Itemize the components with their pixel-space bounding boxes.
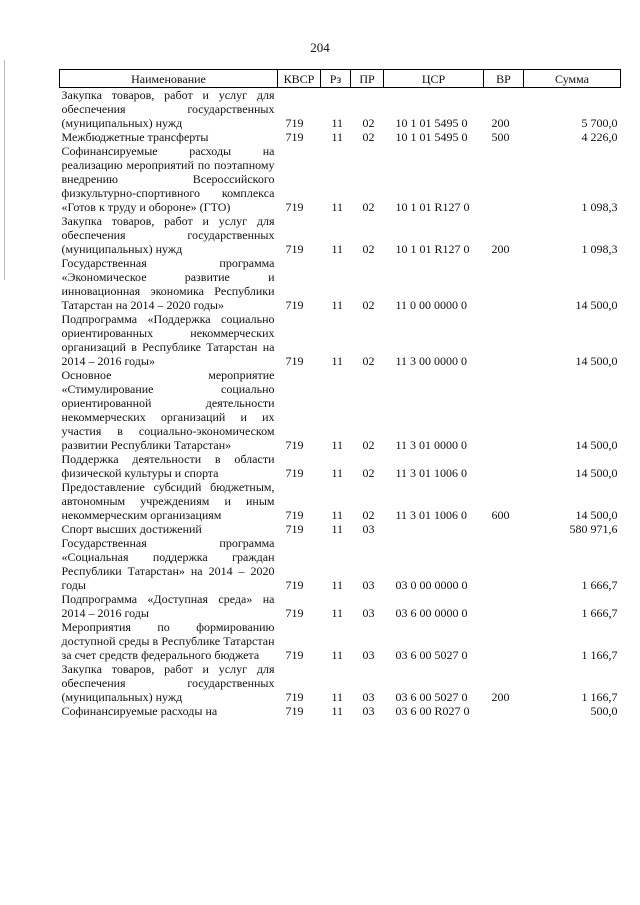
row-sum: 14 500,0 [575,354,618,368]
row-csr: 03 6 00 5027 0 [395,648,468,662]
row-csr: 11 3 00 0000 0 [395,354,468,368]
row-name: Подпрограмма «Доступная среда» на 2014 – 2016 годы [61,592,275,620]
row-rz: 11 [331,522,344,536]
row-vr [484,452,524,480]
row-name: Основное мероприятие «Стимулирование социально ориентированной деятельности некоммерческих организаций и их участия в социально-экономическом развитии Республики Татарстан» [61,368,275,452]
table-row [60,452,621,480]
row-kvsr: 719 [285,578,304,592]
row-vr [484,312,524,368]
row-name: Государственная программа «Экономическое развитие и инновационная экономика Республики Татарстан на 2014 – 2020 годы» [61,256,275,312]
row-rz: 11 [331,466,344,480]
row-vr [484,704,524,718]
header-kvsr: КВСР [278,70,321,88]
row-rz: 11 [331,648,344,662]
row-sum: 5 700,0 [581,116,618,130]
table-row [60,368,621,452]
row-sum: 1 666,7 [581,578,618,592]
row-rz: 11 [331,690,344,704]
row-sum: 14 500,0 [575,298,618,312]
row-name: Спорт высших достижений [61,522,202,536]
table-row [60,536,621,592]
row-vr [484,256,524,312]
row-vr: 200 [491,116,510,130]
row-sum: 1 098,3 [581,200,618,214]
scan-margin-line [4,60,5,280]
table-header-row [60,70,621,88]
row-rz: 11 [331,508,344,522]
row-pr: 03 [362,522,375,536]
row-rz: 11 [331,116,344,130]
table-row [60,88,621,131]
row-name: Закупка товаров, работ и услуг для обеспечения государственных (муниципальных) нужд [61,662,275,704]
row-kvsr: 719 [285,298,304,312]
row-rz: 11 [331,578,344,592]
row-vr [484,368,524,452]
row-vr [484,144,524,214]
row-rz: 11 [331,298,344,312]
row-rz: 11 [331,130,344,144]
row-pr: 03 [362,648,375,662]
row-vr [484,592,524,620]
header-vr: ВР [484,70,524,88]
row-kvsr: 719 [285,130,304,144]
row-sum: 14 500,0 [575,466,618,480]
row-rz: 11 [331,704,344,718]
row-vr [484,620,524,662]
row-vr: 600 [491,508,510,522]
row-csr: 10 1 01 R127 0 [395,242,470,256]
row-pr: 02 [362,242,375,256]
row-sum: 14 500,0 [575,508,618,522]
row-sum: 4 226,0 [581,130,618,144]
row-csr: 10 1 01 5495 0 [395,116,468,130]
table-row [60,214,621,256]
row-csr: 03 0 00 0000 0 [395,578,468,592]
row-name: Поддержка деятельности в области физической культуры и спорта [61,452,275,480]
row-kvsr: 719 [285,116,304,130]
row-kvsr: 719 [285,354,304,368]
row-pr: 02 [362,466,375,480]
row-vr: 200 [491,690,510,704]
row-name: Софинансируемые расходы на [61,704,218,718]
row-rz: 11 [331,606,344,620]
row-pr: 02 [362,298,375,312]
row-sum: 1 098,3 [581,242,618,256]
table-row [60,620,621,662]
row-pr: 02 [362,200,375,214]
row-kvsr: 719 [285,200,304,214]
row-kvsr: 719 [285,690,304,704]
row-name: Закупка товаров, работ и услуг для обеспечения государственных (муниципальных) нужд [61,214,275,256]
row-rz: 11 [331,354,344,368]
table-row [60,592,621,620]
row-pr: 02 [362,438,375,452]
row-csr: 03 6 00 R027 0 [395,704,470,718]
row-kvsr: 719 [285,648,304,662]
row-kvsr: 719 [285,508,304,522]
row-sum: 500,0 [590,704,618,718]
row-pr: 03 [362,578,375,592]
row-name: Закупка товаров, работ и услуг для обеспечения государственных (муниципальных) нужд [61,88,275,130]
row-sum: 1 166,7 [581,648,618,662]
table-row [60,256,621,312]
table-row [60,480,621,522]
row-name: Предоставление субсидий бюджетным, автономным учреждениям и иным некоммерческим организациям [61,480,275,522]
header-rz: Рз [321,70,351,88]
row-pr: 03 [362,690,375,704]
header-name: Наименование [60,70,278,88]
row-kvsr: 719 [285,466,304,480]
row-rz: 11 [331,242,344,256]
row-kvsr: 719 [285,606,304,620]
table-row [60,144,621,214]
row-sum: 14 500,0 [575,438,618,452]
row-csr: 10 1 01 R127 0 [395,200,470,214]
row-csr: 10 1 01 5495 0 [395,130,468,144]
row-sum: 1 166,7 [581,690,618,704]
row-pr: 02 [362,354,375,368]
row-sum: 580 971,6 [569,522,618,536]
row-name: Государственная программа «Социальная поддержка граждан Республики Татарстан» на 2014 – 2020 годы [61,536,275,592]
table-body [60,88,621,719]
table-row [60,522,621,536]
row-pr: 03 [362,704,375,718]
header-sum: Сумма [524,70,621,88]
row-vr [484,522,524,536]
row-name: Подпрограмма «Поддержка социально ориентированных некоммерческих организаций в Республике Татарстан на 2014 – 2016 годы» [61,312,275,368]
table-row [60,704,621,718]
row-vr [484,536,524,592]
row-vr: 200 [491,242,510,256]
row-csr: 11 0 00 0000 0 [395,298,468,312]
row-csr: 03 6 00 5027 0 [395,690,468,704]
row-pr: 02 [362,508,375,522]
budget-table [59,69,621,718]
row-csr: 11 3 01 0000 0 [395,438,468,452]
row-pr: 03 [362,606,375,620]
row-pr: 02 [362,130,375,144]
header-pr: ПР [351,70,384,88]
row-kvsr: 719 [285,438,304,452]
row-kvsr: 719 [285,704,304,718]
table-row [60,662,621,704]
row-name: Софинансируемые расходы на реализацию мероприятий по поэтапному внедрению Всероссийского физкультурно-спортивного комплекса «Готов к труду и обороне» (ГТО) [61,144,275,214]
row-csr: 11 3 01 1006 0 [395,466,468,480]
row-csr [384,522,484,536]
table-row [60,312,621,368]
row-kvsr: 719 [285,522,304,536]
row-csr: 11 3 01 1006 0 [395,508,468,522]
row-vr: 500 [491,130,510,144]
row-name: Межбюджетные трансферты [61,130,209,144]
row-pr: 02 [362,116,375,130]
row-name: Мероприятия по формированию доступной среды в Республике Татарстан за счет средств федерального бюджета [61,620,275,662]
row-rz: 11 [331,200,344,214]
row-kvsr: 719 [285,242,304,256]
table-row [60,130,621,144]
page-number: 204 [310,40,330,55]
row-rz: 11 [331,438,344,452]
row-sum: 1 666,7 [581,606,618,620]
header-csr: ЦСР [384,70,484,88]
row-csr: 03 6 00 0000 0 [395,606,468,620]
